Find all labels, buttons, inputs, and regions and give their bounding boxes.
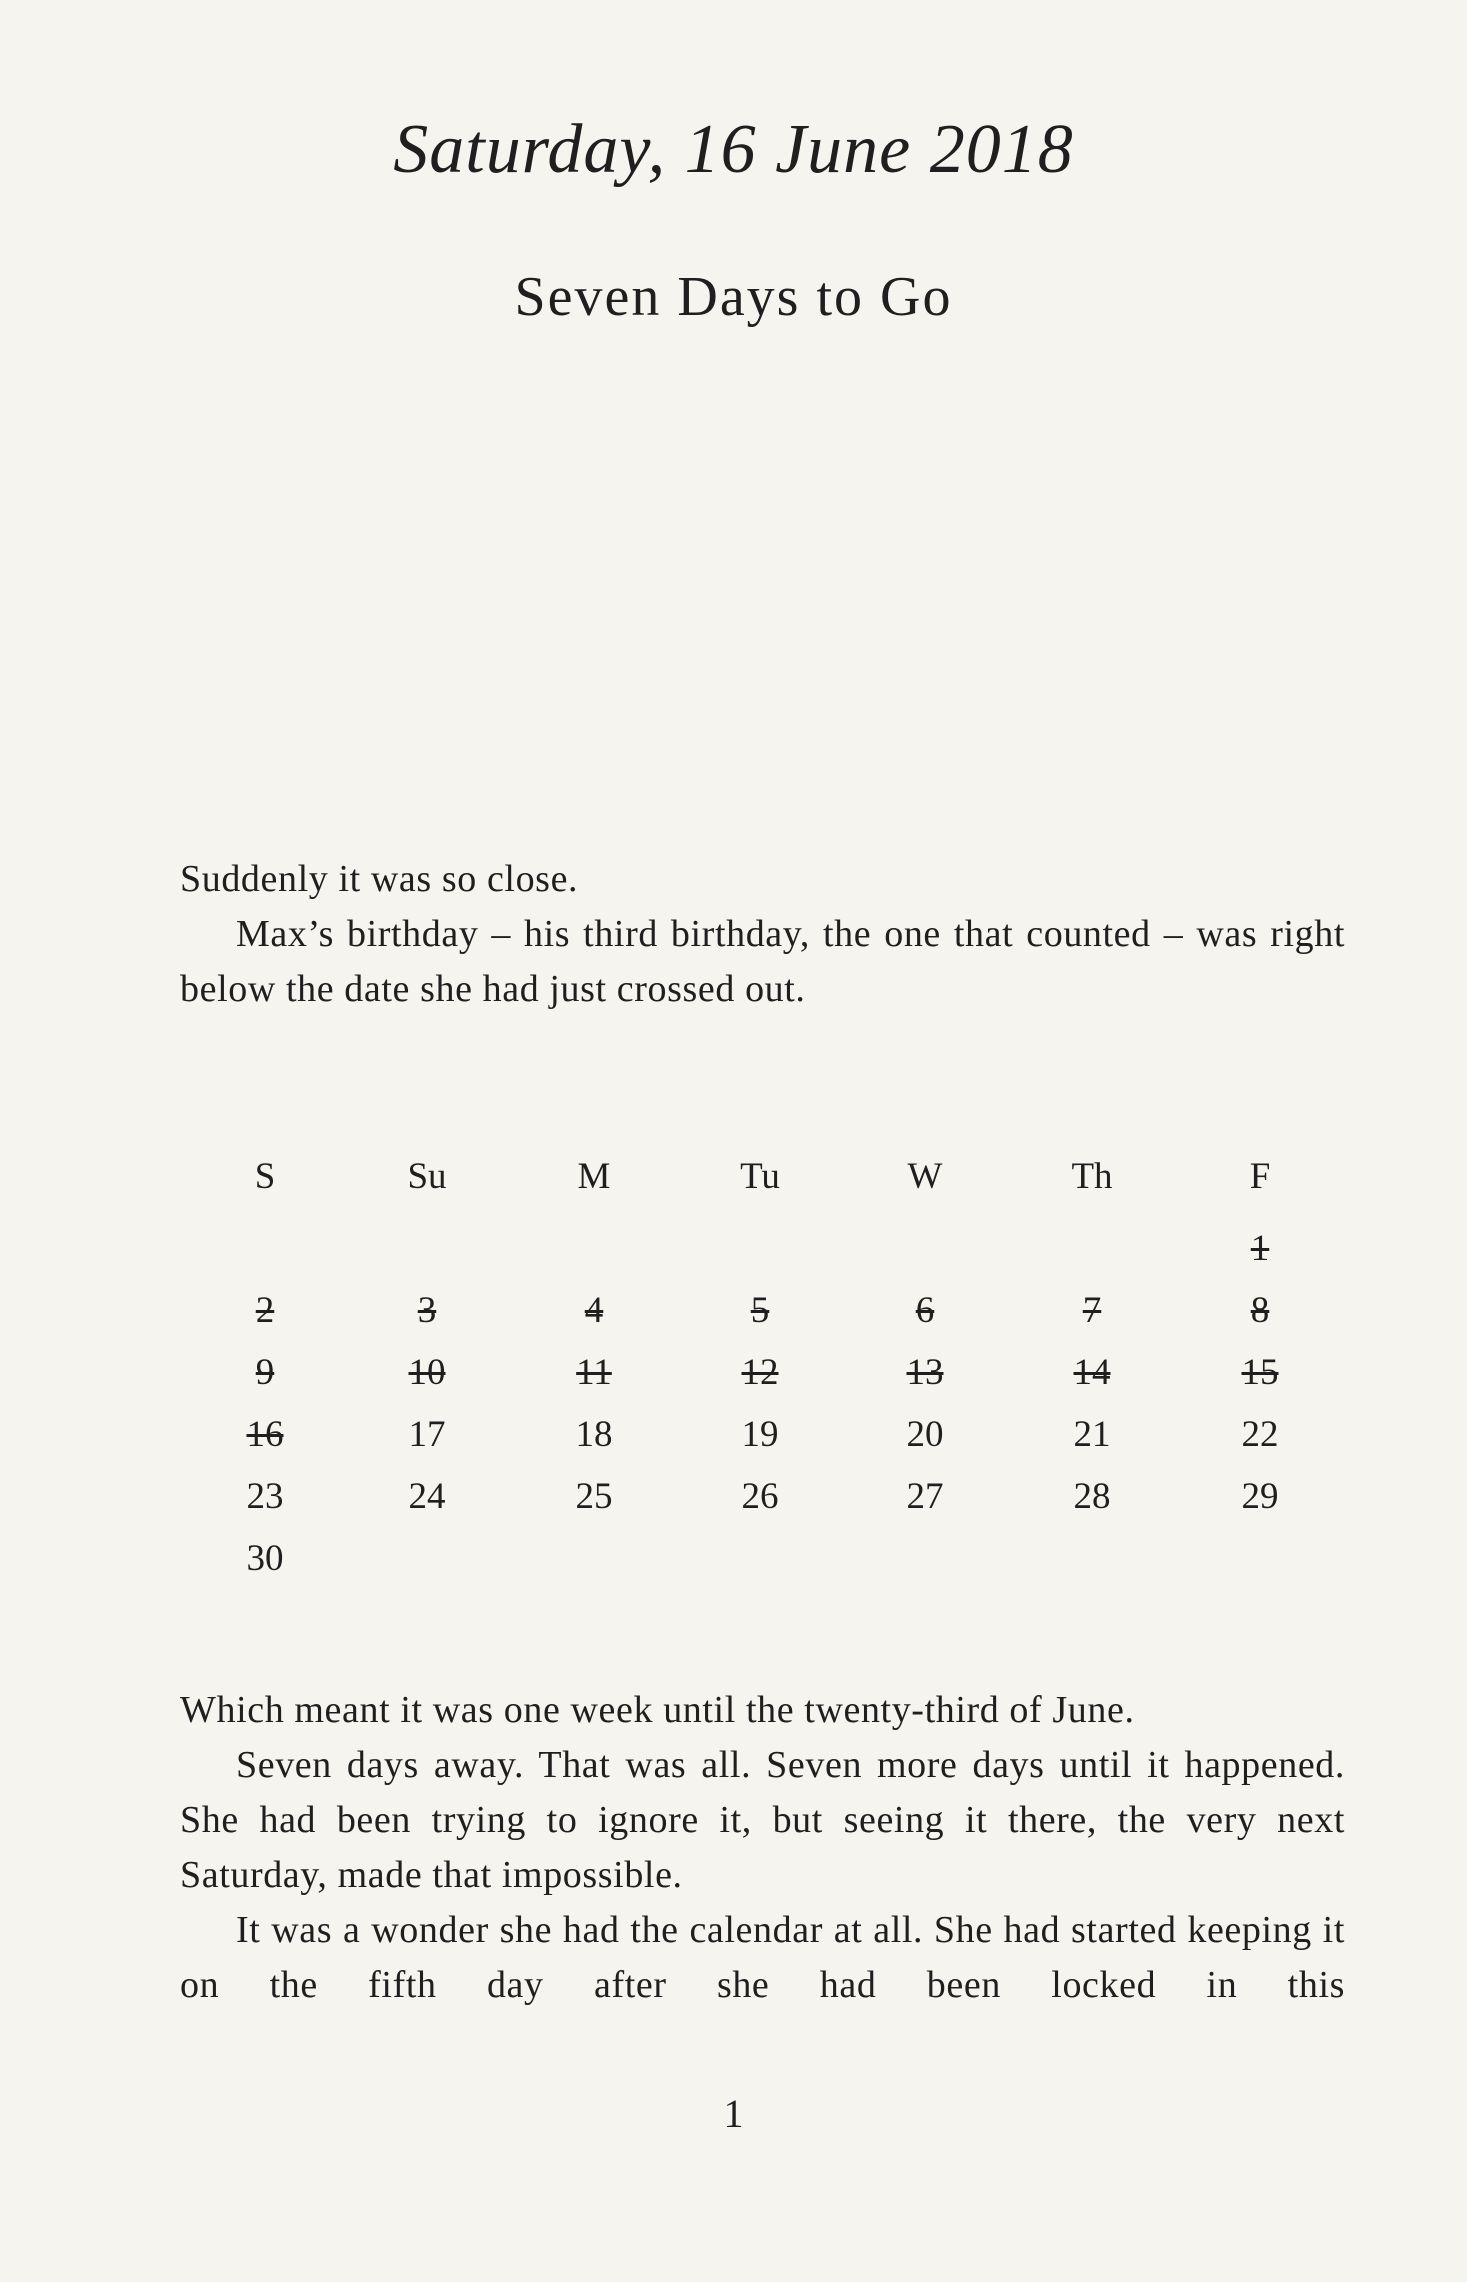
paragraph-seven-days: Seven days away. That was all. Seven more days until it happened. She had been trying to ignore it, but seeing it there, the very next Saturday, made that impossible. (180, 1744, 1345, 1896)
chapter-title: Seven Days to Go (514, 266, 953, 328)
calendar-week-row (215, 1289, 1305, 1351)
calendar-day-crossed-out: 6 (915, 1290, 935, 1331)
calendar-day-header: Th (1071, 1156, 1113, 1197)
calendar-day-crossed-out: 16 (246, 1414, 284, 1455)
calendar-day-crossed-out: 1 (1250, 1228, 1270, 1269)
page-number: 1 (723, 2091, 744, 2136)
paragraph-opening: Suddenly it was so close. (180, 858, 579, 900)
calendar-day-crossed-out: 2 (255, 1290, 275, 1331)
calendar-day: 28 (1073, 1476, 1111, 1517)
chapter-date-heading: Saturday, 16 June 2018 (393, 111, 1074, 188)
calendar-day: 18 (575, 1414, 613, 1455)
calendar-day-crossed-out: 8 (1250, 1290, 1270, 1331)
calendar-week-row (215, 1537, 1305, 1599)
calendar-day-header: Su (407, 1156, 447, 1197)
calendar-day-header: M (577, 1156, 611, 1197)
june-calendar (215, 1155, 1305, 1599)
calendar-day: 24 (408, 1476, 446, 1517)
calendar-day: 26 (741, 1476, 779, 1517)
calendar-day: 17 (408, 1414, 446, 1455)
calendar-day: 29 (1241, 1476, 1279, 1517)
calendar-day-header: S (254, 1156, 276, 1197)
calendar-day-crossed-out: 12 (741, 1352, 779, 1393)
calendar-day: 30 (246, 1538, 284, 1579)
calendar-day-header: Tu (740, 1156, 780, 1197)
calendar-day: 20 (906, 1414, 944, 1455)
calendar-day-header: W (907, 1156, 943, 1197)
paragraph-one-week: Which meant it was one week until the twenty-third of June. (180, 1689, 1135, 1731)
calendar-day-crossed-out: 15 (1241, 1352, 1279, 1393)
calendar-day-crossed-out: 7 (1082, 1290, 1102, 1331)
calendar-day: 19 (741, 1414, 779, 1455)
paragraph-birthday: Max’s birthday – his third birthday, the one that counted – was right below the date she had just crossed out. (180, 913, 1345, 1010)
calendar-day: 25 (575, 1476, 613, 1517)
calendar-day-crossed-out: 10 (408, 1352, 446, 1393)
calendar-day-crossed-out: 11 (576, 1352, 612, 1393)
calendar-day-crossed-out: 13 (906, 1352, 944, 1393)
calendar-day: 27 (906, 1476, 944, 1517)
calendar-day-crossed-out: 5 (750, 1290, 770, 1331)
calendar-day-crossed-out: 3 (417, 1290, 437, 1331)
calendar-week-row (215, 1351, 1305, 1413)
paragraph-calendar-wonder: It was a wonder she had the calendar at all. She had started keeping it on the fifth day after she had been locked in this (180, 1909, 1345, 2006)
calendar-day-crossed-out: 14 (1073, 1352, 1111, 1393)
calendar-day: 22 (1241, 1414, 1279, 1455)
calendar-day-crossed-out: 4 (584, 1290, 604, 1331)
calendar-week-row (215, 1413, 1305, 1475)
calendar-day: 23 (246, 1476, 284, 1517)
calendar-day: 21 (1073, 1414, 1111, 1455)
calendar-day-crossed-out: 9 (255, 1352, 275, 1393)
calendar-week-row (215, 1227, 1305, 1289)
calendar-week-row (215, 1475, 1305, 1537)
calendar-header-row (215, 1155, 1305, 1227)
calendar-day-header: F (1249, 1156, 1271, 1197)
